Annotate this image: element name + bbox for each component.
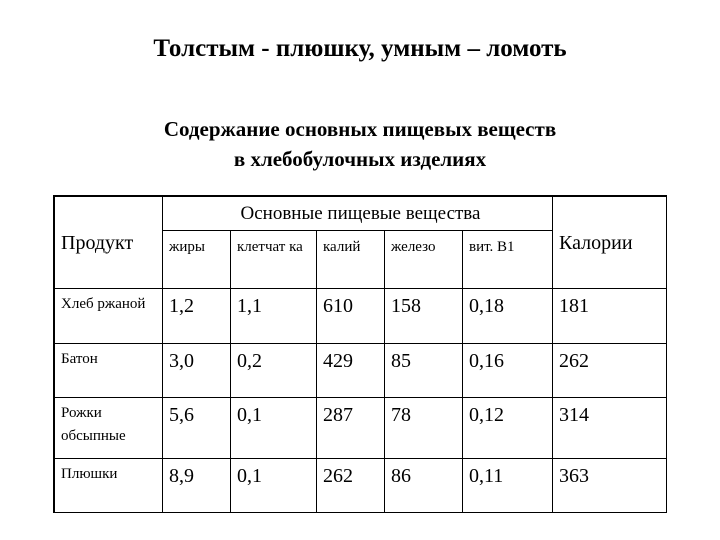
header-col-potassium: калий (317, 231, 385, 289)
cell-iron: 86 (385, 459, 463, 513)
cell-potassium: 262 (317, 459, 385, 513)
cell-fiber: 0,1 (231, 459, 317, 513)
cell-potassium: 610 (317, 289, 385, 344)
table-row (55, 344, 667, 398)
header-calories: Калории (553, 197, 667, 289)
table-row (55, 289, 667, 344)
cell-vitamin-b1: 0,16 (463, 344, 553, 398)
cell-potassium: 429 (317, 344, 385, 398)
cell-fats: 1,2 (163, 289, 231, 344)
header-row-group (55, 197, 667, 231)
cell-iron: 78 (385, 398, 463, 459)
row-product-name: Батон (55, 344, 163, 398)
cell-fats: 3,0 (163, 344, 231, 398)
row-product-name: Плюшки (55, 459, 163, 513)
nutrition-table-frame (53, 195, 667, 513)
row-product-name: Рожки обсыпные (55, 398, 163, 459)
table-row (55, 398, 667, 459)
cell-vitamin-b1: 0,12 (463, 398, 553, 459)
cell-calories: 314 (553, 398, 667, 459)
subtitle-line-1: Содержание основных пищевых веществ (163, 117, 557, 141)
nutrition-table (54, 196, 667, 513)
cell-iron: 85 (385, 344, 463, 398)
cell-fats: 5,6 (163, 398, 231, 459)
table-row (55, 459, 667, 513)
slide-subtitle (0, 114, 720, 174)
subtitle-line-2: в хлебобулочных изделиях (233, 147, 487, 171)
header-product: Продукт (55, 197, 163, 289)
cell-potassium: 287 (317, 398, 385, 459)
row-product-name: Хлеб ржаной (55, 289, 163, 344)
cell-vitamin-b1: 0,11 (463, 459, 553, 513)
cell-fiber: 0,2 (231, 344, 317, 398)
cell-calories: 363 (553, 459, 667, 513)
header-nutrients-group: Основные пищевые вещества (163, 197, 553, 231)
cell-fiber: 0,1 (231, 398, 317, 459)
cell-calories: 262 (553, 344, 667, 398)
cell-vitamin-b1: 0,18 (463, 289, 553, 344)
header-col-fats: жиры (163, 231, 231, 289)
cell-fats: 8,9 (163, 459, 231, 513)
slide-title: Толстым - плюшку, умным – ломоть (153, 35, 567, 62)
header-col-iron: железо (385, 231, 463, 289)
cell-fiber: 1,1 (231, 289, 317, 344)
cell-calories: 181 (553, 289, 667, 344)
cell-iron: 158 (385, 289, 463, 344)
header-col-vitamin-b1: вит. В1 (463, 231, 553, 289)
header-col-fiber: клетчат ка (231, 231, 317, 289)
